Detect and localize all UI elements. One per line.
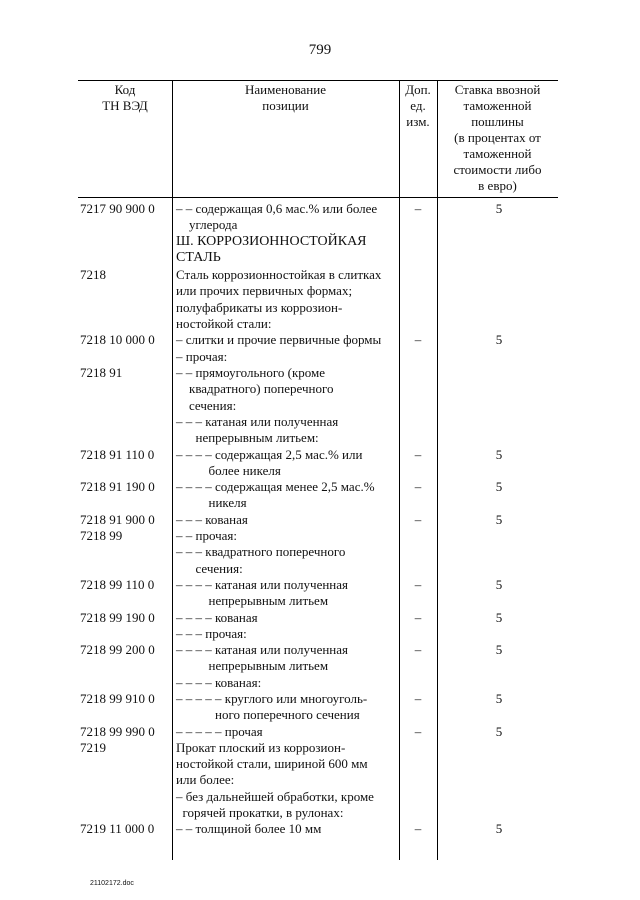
- row-description-line: ного поперечного сечения: [176, 707, 360, 723]
- row-description: [176, 691, 396, 724]
- row-description: [176, 675, 396, 691]
- row-description-line: – – – – катаная или полученная: [176, 576, 349, 592]
- row-description-line: – – – – содержащая 2,5 мас.% или: [176, 446, 363, 462]
- row-description: [176, 447, 396, 480]
- row-description-line: – – – – катаная или полученная: [176, 642, 349, 658]
- header-rate-line: стоимости либо: [453, 162, 542, 177]
- row-unit: –: [414, 446, 422, 462]
- row-description: [176, 365, 396, 414]
- header-name-line: Наименование: [245, 82, 326, 97]
- row-unit: –: [414, 511, 422, 527]
- row-description-line: квадратного) поперечного: [176, 381, 334, 397]
- row-description-line: горячей прокатки, в рулонах:: [176, 805, 344, 821]
- row-rate: 5: [495, 332, 503, 348]
- row-code: 7218: [80, 267, 106, 283]
- header-code-line: Код: [114, 82, 136, 97]
- header-name: [172, 82, 399, 114]
- row-description-line: ностойкой стали:: [176, 316, 272, 332]
- row-description-line: – – – кованая: [176, 511, 248, 527]
- row-description-line: сечения:: [176, 560, 243, 576]
- row-code: 7217 90 900 0: [80, 201, 155, 216]
- row-code: 7218 91: [80, 365, 123, 380]
- row-rate: 5: [495, 479, 503, 495]
- row-description-line: непрерывным литьем: [176, 658, 329, 674]
- row-description-line: – без дальнейшей обработки, кроме: [176, 788, 374, 804]
- row-code: 7218 99 910 0: [80, 691, 155, 706]
- row-description-line: СТАЛЬ: [176, 249, 221, 265]
- row-code: 7218 99 190 0: [80, 609, 155, 625]
- header-rate-line: в евро): [478, 178, 517, 193]
- row-description: [176, 332, 396, 348]
- row-unit: –: [414, 642, 422, 658]
- row-description-line: более никеля: [176, 462, 281, 478]
- header-unit-line: изм.: [406, 114, 430, 129]
- column-divider-1: [172, 80, 173, 860]
- row-description-line: – – – – кованая: [176, 609, 258, 625]
- header-unit-line: Доп.: [405, 82, 431, 97]
- row-description-line: – – – катаная или полученная: [176, 413, 339, 429]
- row-description: [176, 577, 396, 610]
- row-description: [176, 724, 396, 740]
- row-code: 7218 99 990 0: [80, 723, 155, 739]
- header-rate: [437, 82, 558, 194]
- row-description: [176, 349, 396, 365]
- row-description-line: – – прямоугольного (кроме: [176, 365, 326, 380]
- header-code-line: ТН ВЭД: [102, 98, 148, 113]
- header-rate-line: Ставка ввозной: [454, 82, 541, 97]
- row-rate: 5: [495, 642, 503, 658]
- row-code: 7218 99: [80, 528, 123, 543]
- row-code: 7219: [80, 739, 106, 755]
- header-name-line: позиции: [262, 98, 309, 113]
- header-code: [78, 82, 172, 114]
- document-filename: 21102172.doc: [90, 880, 134, 887]
- row-rate: 5: [495, 691, 503, 706]
- row-description: [176, 740, 396, 821]
- row-description-line: – – прочая:: [176, 528, 238, 543]
- header-rate-line: (в процентах от: [454, 130, 541, 145]
- row-unit: –: [414, 479, 422, 495]
- row-description-line: – – содержащая 0,6 мас.% или более: [176, 201, 378, 216]
- row-description-line: Сталь коррозионностойкая в слитках: [176, 267, 382, 283]
- header-unit: [399, 82, 437, 130]
- row-unit: –: [414, 332, 422, 348]
- row-description-line: полуфабрикаты из коррозион-: [176, 299, 343, 315]
- table-top-rule: [78, 80, 558, 81]
- row-description: [176, 528, 396, 544]
- row-rate: 5: [495, 201, 503, 216]
- row-description: [176, 414, 396, 447]
- row-unit: –: [414, 723, 422, 739]
- row-unit: –: [414, 821, 422, 837]
- column-divider-3: [437, 80, 438, 860]
- row-description: [176, 479, 396, 512]
- row-description: [176, 642, 396, 675]
- row-rate: 5: [495, 821, 503, 837]
- row-unit: –: [414, 576, 422, 592]
- row-description-line: – – – – содержащая менее 2,5 мас.%: [176, 479, 375, 495]
- row-description: [176, 267, 396, 332]
- row-unit: –: [414, 609, 422, 625]
- row-description-line: – – – квадратного поперечного: [176, 544, 346, 560]
- row-code: 7218 91 190 0: [80, 479, 155, 495]
- row-code: 7218 99 200 0: [80, 642, 155, 658]
- row-description-line: – слитки и прочие первичные формы: [176, 332, 382, 348]
- row-rate: 5: [495, 511, 503, 527]
- page-number: 799: [308, 42, 332, 58]
- column-divider-2: [399, 80, 400, 860]
- row-description-line: – – – прочая:: [176, 625, 247, 641]
- row-code: 7218 10 000 0: [80, 332, 155, 348]
- row-rate: 5: [495, 609, 503, 625]
- header-bottom-rule: [78, 197, 558, 198]
- row-description-line: Ш. КОРРОЗИОННОСТОЙКАЯ: [176, 233, 367, 249]
- row-code: 7218 99 110 0: [80, 576, 155, 592]
- row-description-line: – – – – кованая:: [176, 674, 262, 690]
- header-rate-line: пошлины: [471, 114, 524, 129]
- row-unit: –: [414, 691, 422, 706]
- row-description-line: Прокат плоский из коррозион-: [176, 739, 346, 755]
- row-description-line: непрерывным литьем:: [176, 430, 319, 446]
- header-rate-line: таможенной: [463, 98, 532, 113]
- row-description-line: никеля: [176, 495, 247, 511]
- row-description-line: – – – – – круглого или многоуголь-: [176, 691, 368, 706]
- row-description-line: углерода: [176, 217, 238, 233]
- row-description: [176, 544, 396, 577]
- row-description-line: – прочая:: [176, 348, 228, 364]
- row-description-line: ностойкой стали, шириной 600 мм: [176, 756, 368, 772]
- row-description-line: или более:: [176, 772, 235, 788]
- row-rate: 5: [495, 576, 503, 592]
- row-rate: 5: [495, 446, 503, 462]
- row-description-line: – – толщиной более 10 мм: [176, 821, 322, 837]
- row-description: [176, 512, 396, 528]
- row-description: [176, 234, 396, 267]
- row-description-line: или прочих первичных формах;: [176, 283, 353, 299]
- row-code: 7219 11 000 0: [80, 821, 155, 837]
- header-unit-line: ед.: [410, 98, 426, 113]
- header-rate-line: таможенной: [463, 146, 532, 161]
- row-description: [176, 626, 396, 642]
- row-unit: –: [414, 201, 422, 216]
- row-description: [176, 201, 396, 234]
- row-code: 7218 91 900 0: [80, 511, 155, 527]
- row-description-line: – – – – – прочая: [176, 723, 263, 739]
- row-rate: 5: [495, 723, 503, 739]
- row-description: [176, 821, 396, 837]
- row-description: [176, 610, 396, 626]
- row-description-line: непрерывным литьем: [176, 593, 329, 609]
- row-description-line: сечения:: [176, 397, 237, 413]
- row-code: 7218 91 110 0: [80, 446, 155, 462]
